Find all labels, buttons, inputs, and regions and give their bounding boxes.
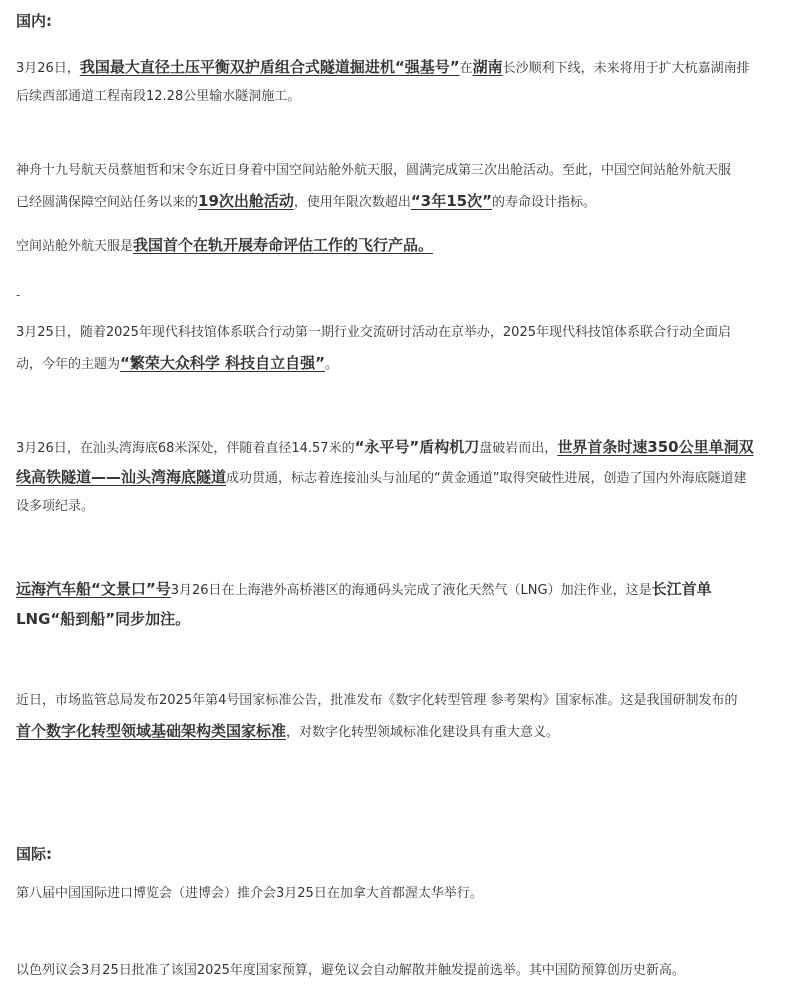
section-heading-domestic: 国内: <box>16 12 52 30</box>
item-highlight: “3年15次” <box>410 192 492 210</box>
item-text: 动，今年的主题为 <box>16 357 121 372</box>
item-text: 以色列议会3月25日批准了该国2025年度国家预算，避免议会自动解散并触发提前选举。其中国防预算创历史新高。 <box>16 963 685 978</box>
item-text: 。 <box>324 357 338 372</box>
news-item-lng-ship <box>16 574 791 634</box>
news-item-tunnel-machine <box>16 52 791 112</box>
news-item-israel-budget <box>16 956 791 986</box>
item-highlight: 首个数字化转型领域基础架构类国家标准 <box>16 722 287 740</box>
item-highlight: 我国最大直径土压平衡双护盾组合式隧道掘进机“强基号” <box>79 58 460 76</box>
item-text: 设多项纪录。 <box>16 499 95 514</box>
item-text: 后续西部通道工程南段12.28公里输水隧洞施工。 <box>16 89 301 104</box>
item-highlight: “永平号”盾构机刀 <box>354 438 480 456</box>
item-text: 近日，市场监管总局发布2025年第4号国家标准公告，批准发布《数字化转型管理 参考架构》国家标准。这是我国研制发布的 <box>16 693 738 708</box>
item-text: 空间站舱外航天服是 <box>16 239 134 254</box>
item-highlight: 世界首条时速350公里单洞双 <box>557 438 754 456</box>
item-highlight: “繁荣大众科学 科技自立自强” <box>120 354 325 372</box>
item-highlight: 长江首单 <box>651 580 712 598</box>
item-text: 成功贯通，标志着连接汕头与汕尾的“黄金通道”取得突破性进展，创造了国内外海底隧道建 <box>226 471 747 486</box>
news-item-spacesuit-evaluation <box>16 230 791 260</box>
item-highlight: 线高铁隧道——汕头湾海底隧道 <box>16 468 227 486</box>
section-heading-international: 国际: <box>16 845 52 863</box>
item-text: 已经圆满保障空间站任务以来的 <box>16 195 199 210</box>
item-text: 3月26日在上海港外高桥港区的海通码头完成了液化天然气（LNG）加注作业，这是 <box>170 583 652 598</box>
item-text: 长沙顺利下线，未来将用于扩大杭嘉湖南排 <box>502 61 750 76</box>
news-item-shantou-tunnel <box>16 432 791 522</box>
item-text: 在 <box>459 61 473 76</box>
news-item-spacesuit <box>16 156 791 216</box>
item-text: 3月26日，在汕头湾海底68米深处，伴随着直径14.57米的 <box>16 441 355 456</box>
item-text: 盘破岩而出， <box>479 441 558 456</box>
item-highlight: 我国首个在轨开展寿命评估工作的飞行产品。 <box>133 236 434 254</box>
item-highlight: LNG“船到船”同步加注。 <box>16 610 191 628</box>
item-text: 的寿命设计指标。 <box>491 195 596 210</box>
item-highlight: 湖南 <box>472 58 503 76</box>
separator-dash: - <box>16 288 21 302</box>
item-text: 第八届中国国际进口博览会（进博会）推介会3月25日在加拿大首都渥太华举行。 <box>16 886 483 901</box>
item-text: 3月26日， <box>16 61 80 76</box>
item-highlight: 19次出舱活动 <box>198 192 294 210</box>
news-item-digital-standard <box>16 686 791 746</box>
item-highlight: 远海汽车船“文景口”号 <box>16 580 171 598</box>
item-text: 神舟十九号航天员蔡旭哲和宋令东近日身着中国空间站舱外航天服，圆满完成第三次出舱活动。至此，中国空间站舱外航天服 <box>16 163 732 178</box>
item-text: ，使用年限次数超出 <box>293 195 411 210</box>
item-text: ，对数字化转型领域标准化建设具有重大意义。 <box>286 725 560 740</box>
news-item-expo <box>16 879 791 909</box>
item-text: 3月25日，随着2025年现代科技馆体系联合行动第一期行业交流研讨活动在京举办，2025年现代科技馆体系联合行动全面启 <box>16 325 731 340</box>
news-item-science-museum <box>16 318 791 378</box>
